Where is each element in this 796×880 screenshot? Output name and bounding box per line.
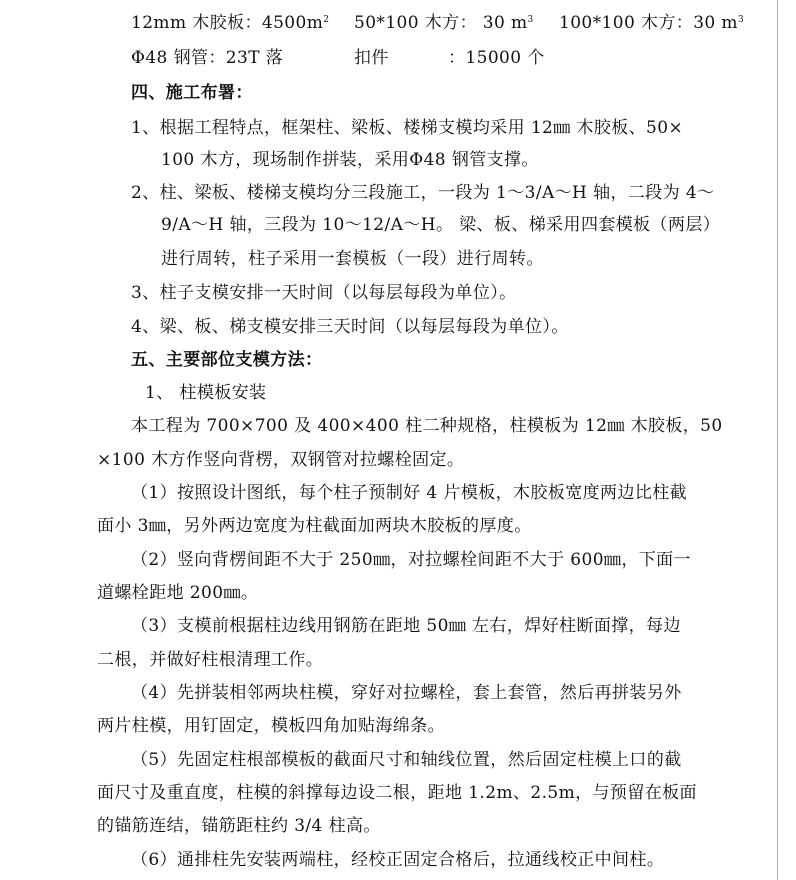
step-6-line-1: （6）通排柱先安装两端柱，经校正固定合格后，拉通线校正中间柱。 (131, 850, 665, 870)
section-4-item-2-line-1: 2、柱、梁板、楼梯支模均分三段施工，一段为 1～3/A～H 轴，二段为 4～ (131, 183, 715, 203)
step-5-line-2: 面尺寸及重直度，柱模的斜撑每边设二根，距地 1.2m、2.5m，与预留在板面 (97, 783, 697, 803)
step-2-line-1: （2）竖向背楞间距不大于 250㎜，对拉螺栓间距不大于 600㎜，下面一 (131, 550, 691, 570)
section-5-heading: 五、主要部位支模方法： (131, 350, 323, 370)
fastener-quantity: ：15000 个 (448, 48, 545, 68)
section-4-item-2-line-3: 进行周转，柱子采用一套模板（一段）进行周转。 (161, 249, 544, 269)
step-1-line-1: （1）按照设计图纸，每个柱子预制好 4 片模板，木胶板宽度两边比柱截 (131, 483, 688, 503)
plywood-quantity: 12mm 木胶板：$4500m^2$ (131, 13, 330, 33)
step-5-line-3: 的锚筋连结，锚筋距柱约 3/4 柱高。 (97, 816, 381, 836)
section-4-item-2-line-2: 9/A～H 轴，三段为 10～12/A～H。 梁、板、梯采用四套模板（两层） (161, 215, 721, 235)
timber-50x100-quantity: 50*100 木方： 30 $m^3$ (354, 13, 534, 33)
section-5-subheading-column-formwork: 1、 柱模板安装 (145, 383, 267, 403)
step-3-line-1: （3）支模前根据柱边线用钢筋在距地 50㎜ 左右，焊好柱断面撑，每边 (131, 616, 681, 636)
step-2-line-2: 道螺栓距地 200㎜。 (97, 583, 259, 603)
section-4-item-3: 3、柱子支模安排一天时间（以每层每段为单位）。 (131, 283, 517, 303)
intro-paragraph-line-1: 本工程为 700×700 及 400×400 柱二种规格，柱模板为 12㎜ 木胶板，50 (131, 416, 723, 436)
step-4-line-2: 两片柱模，用钉固定，模板四角加贴海绵条。 (97, 716, 445, 736)
section-4-item-1-line-1: 1、根据工程特点，框架柱、梁板、楼梯支模均采用 12㎜ 木胶板、50× (131, 118, 684, 138)
steel-pipe-quantity: Φ48 钢管：23T 落 (131, 48, 284, 68)
step-4-line-1: （4）先拼装相邻两块柱模，穿好对拉螺栓，套上套管，然后再拼装另外 (131, 683, 682, 703)
section-4-item-1-line-2: 100 木方，现场制作拼装，采用Φ48 钢管支撑。 (161, 150, 539, 170)
section-4-heading: 四、施工布署： (131, 83, 253, 103)
step-3-line-2: 二根，并做好柱根清理工作。 (97, 650, 324, 670)
step-5-line-1: （5）先固定柱根部模板的截面尺寸和轴线位置，然后固定柱模上口的截 (131, 750, 682, 770)
intro-paragraph-line-2: ×100 木方作竖向背楞，双钢管对拉螺栓固定。 (97, 450, 465, 470)
section-4-item-4: 4、梁、板、梯支模安排三天时间（以每层每段为单位）。 (131, 317, 569, 337)
fastener-label: 扣件 (354, 48, 389, 68)
timber-100x100-quantity: 100*100 木方：30 $m^3$ (559, 13, 745, 33)
step-1-line-2: 面小 3㎜，另外两边宽度为柱截面加两块木胶板的厚度。 (97, 516, 532, 536)
